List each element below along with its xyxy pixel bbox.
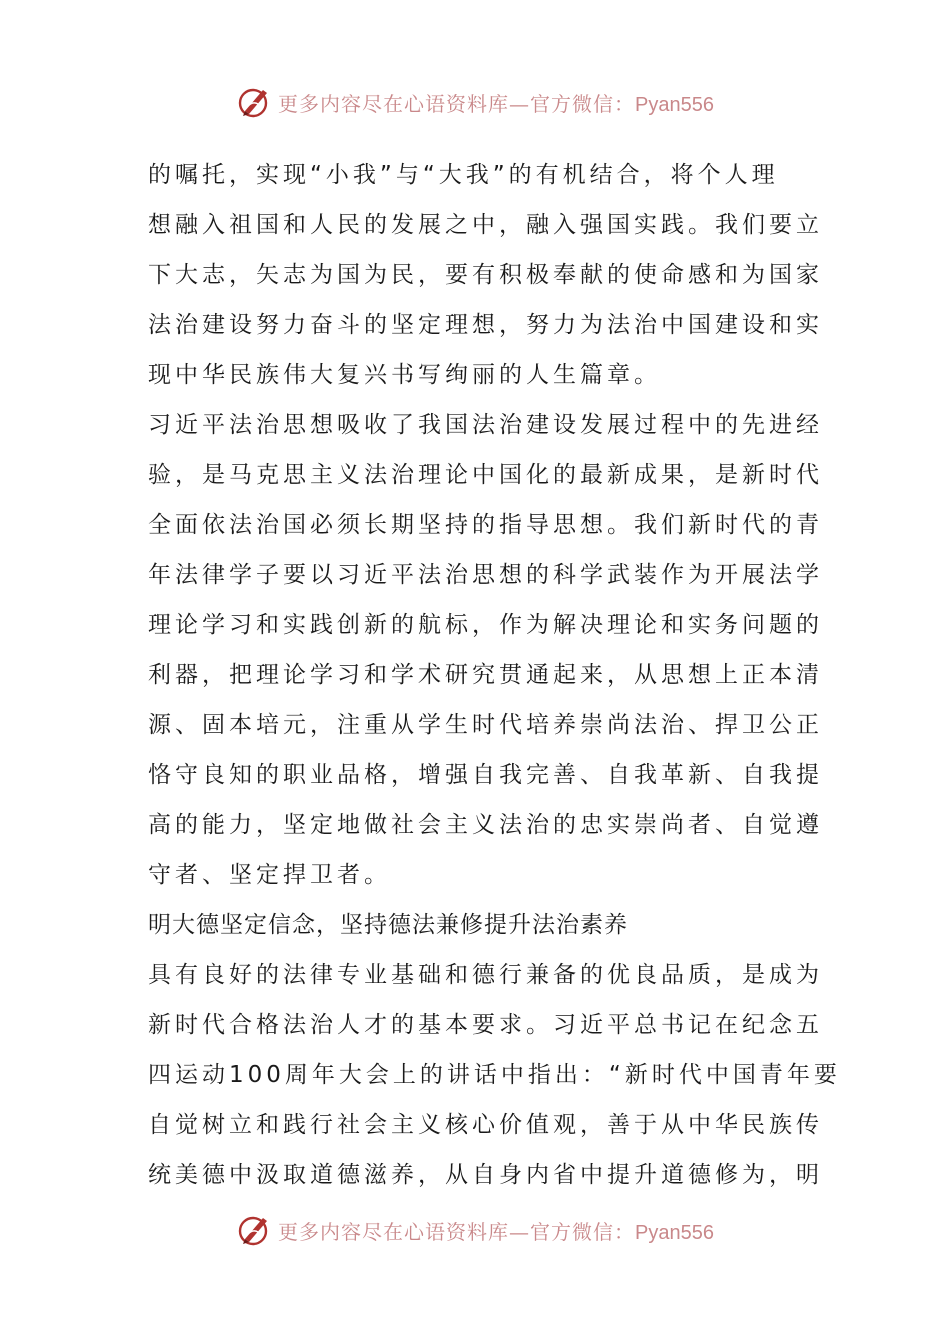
text-line: 利器，把理论学习和学术研究贯通起来，从思想上正本清: [148, 662, 823, 688]
paragraph-2: [148, 400, 823, 900]
text-line: 验，是马克思主义法治理论中国化的最新成果，是新时代: [148, 462, 823, 488]
paragraph-3: [148, 950, 841, 1200]
pen-logo-icon: [236, 1212, 272, 1248]
footer-site-text: 更多内容尽在心语资料库—官方微信：: [278, 1219, 636, 1244]
document-body: [148, 150, 841, 1200]
text-line: 自觉树立和践行社会主义核心价值观，善于从中华民族传: [148, 1112, 823, 1138]
header-site-text: 更多内容尽在心语资料库—官方微信：: [278, 91, 636, 116]
paragraph-1: [148, 150, 823, 400]
pen-logo-icon: [236, 84, 272, 120]
text-line: 源、固本培元，注重从学生时代培养崇尚法治、捍卫公正: [148, 712, 823, 738]
text-line: 新时代合格法治人才的基本要求。习近平总书记在纪念五: [148, 1012, 823, 1038]
text-line: 现中华民族伟大复兴书写绚丽的人生篇章。: [148, 362, 661, 388]
text-line: 统美德中汲取道德滋养，从自身内省中提升道德修为，明: [148, 1162, 823, 1188]
text-line: 四运动100周年大会上的讲话中指出：“新时代中国青年要: [148, 1062, 841, 1088]
text-line: 高的能力，坚定地做社会主义法治的忠实崇尚者、自觉遵: [148, 812, 823, 838]
footer-banner-text: [278, 1216, 714, 1245]
section-heading: [148, 900, 808, 950]
text-line: 想融入祖国和人民的发展之中，融入强国实践。我们要立: [148, 212, 823, 238]
header-banner: [0, 80, 950, 124]
text-line: 年法律学子要以习近平法治思想的科学武装作为开展法学: [148, 562, 823, 588]
footer-contact: Pyan556: [635, 1221, 714, 1244]
text-line: 具有良好的法律专业基础和德行兼备的优良品质，是成为: [148, 962, 823, 988]
text-line: 守者、坚定捍卫者。: [148, 862, 391, 888]
heading-line: 明大德坚定信念，坚持德法兼修提升法治素养: [148, 912, 628, 938]
text-line: 法治建设努力奋斗的坚定理想，努力为法治中国建设和实: [148, 312, 823, 338]
text-line: 的嘱托，实现“小我”与“大我”的有机结合，将个人理: [148, 162, 779, 188]
footer-banner: [0, 1208, 950, 1252]
header-contact: Pyan556: [635, 93, 714, 116]
text-line: 下大志，矢志为国为民，要有积极奉献的使命感和为国家: [148, 262, 823, 288]
text-line: 恪守良知的职业品格，增强自我完善、自我革新、自我提: [148, 762, 823, 788]
header-banner-text: [278, 88, 714, 117]
text-line: 理论学习和实践创新的航标，作为解决理论和实务问题的: [148, 612, 823, 638]
text-line: 习近平法治思想吸收了我国法治建设发展过程中的先进经: [148, 412, 823, 438]
text-line: 全面依法治国必须长期坚持的指导思想。我们新时代的青: [148, 512, 823, 538]
